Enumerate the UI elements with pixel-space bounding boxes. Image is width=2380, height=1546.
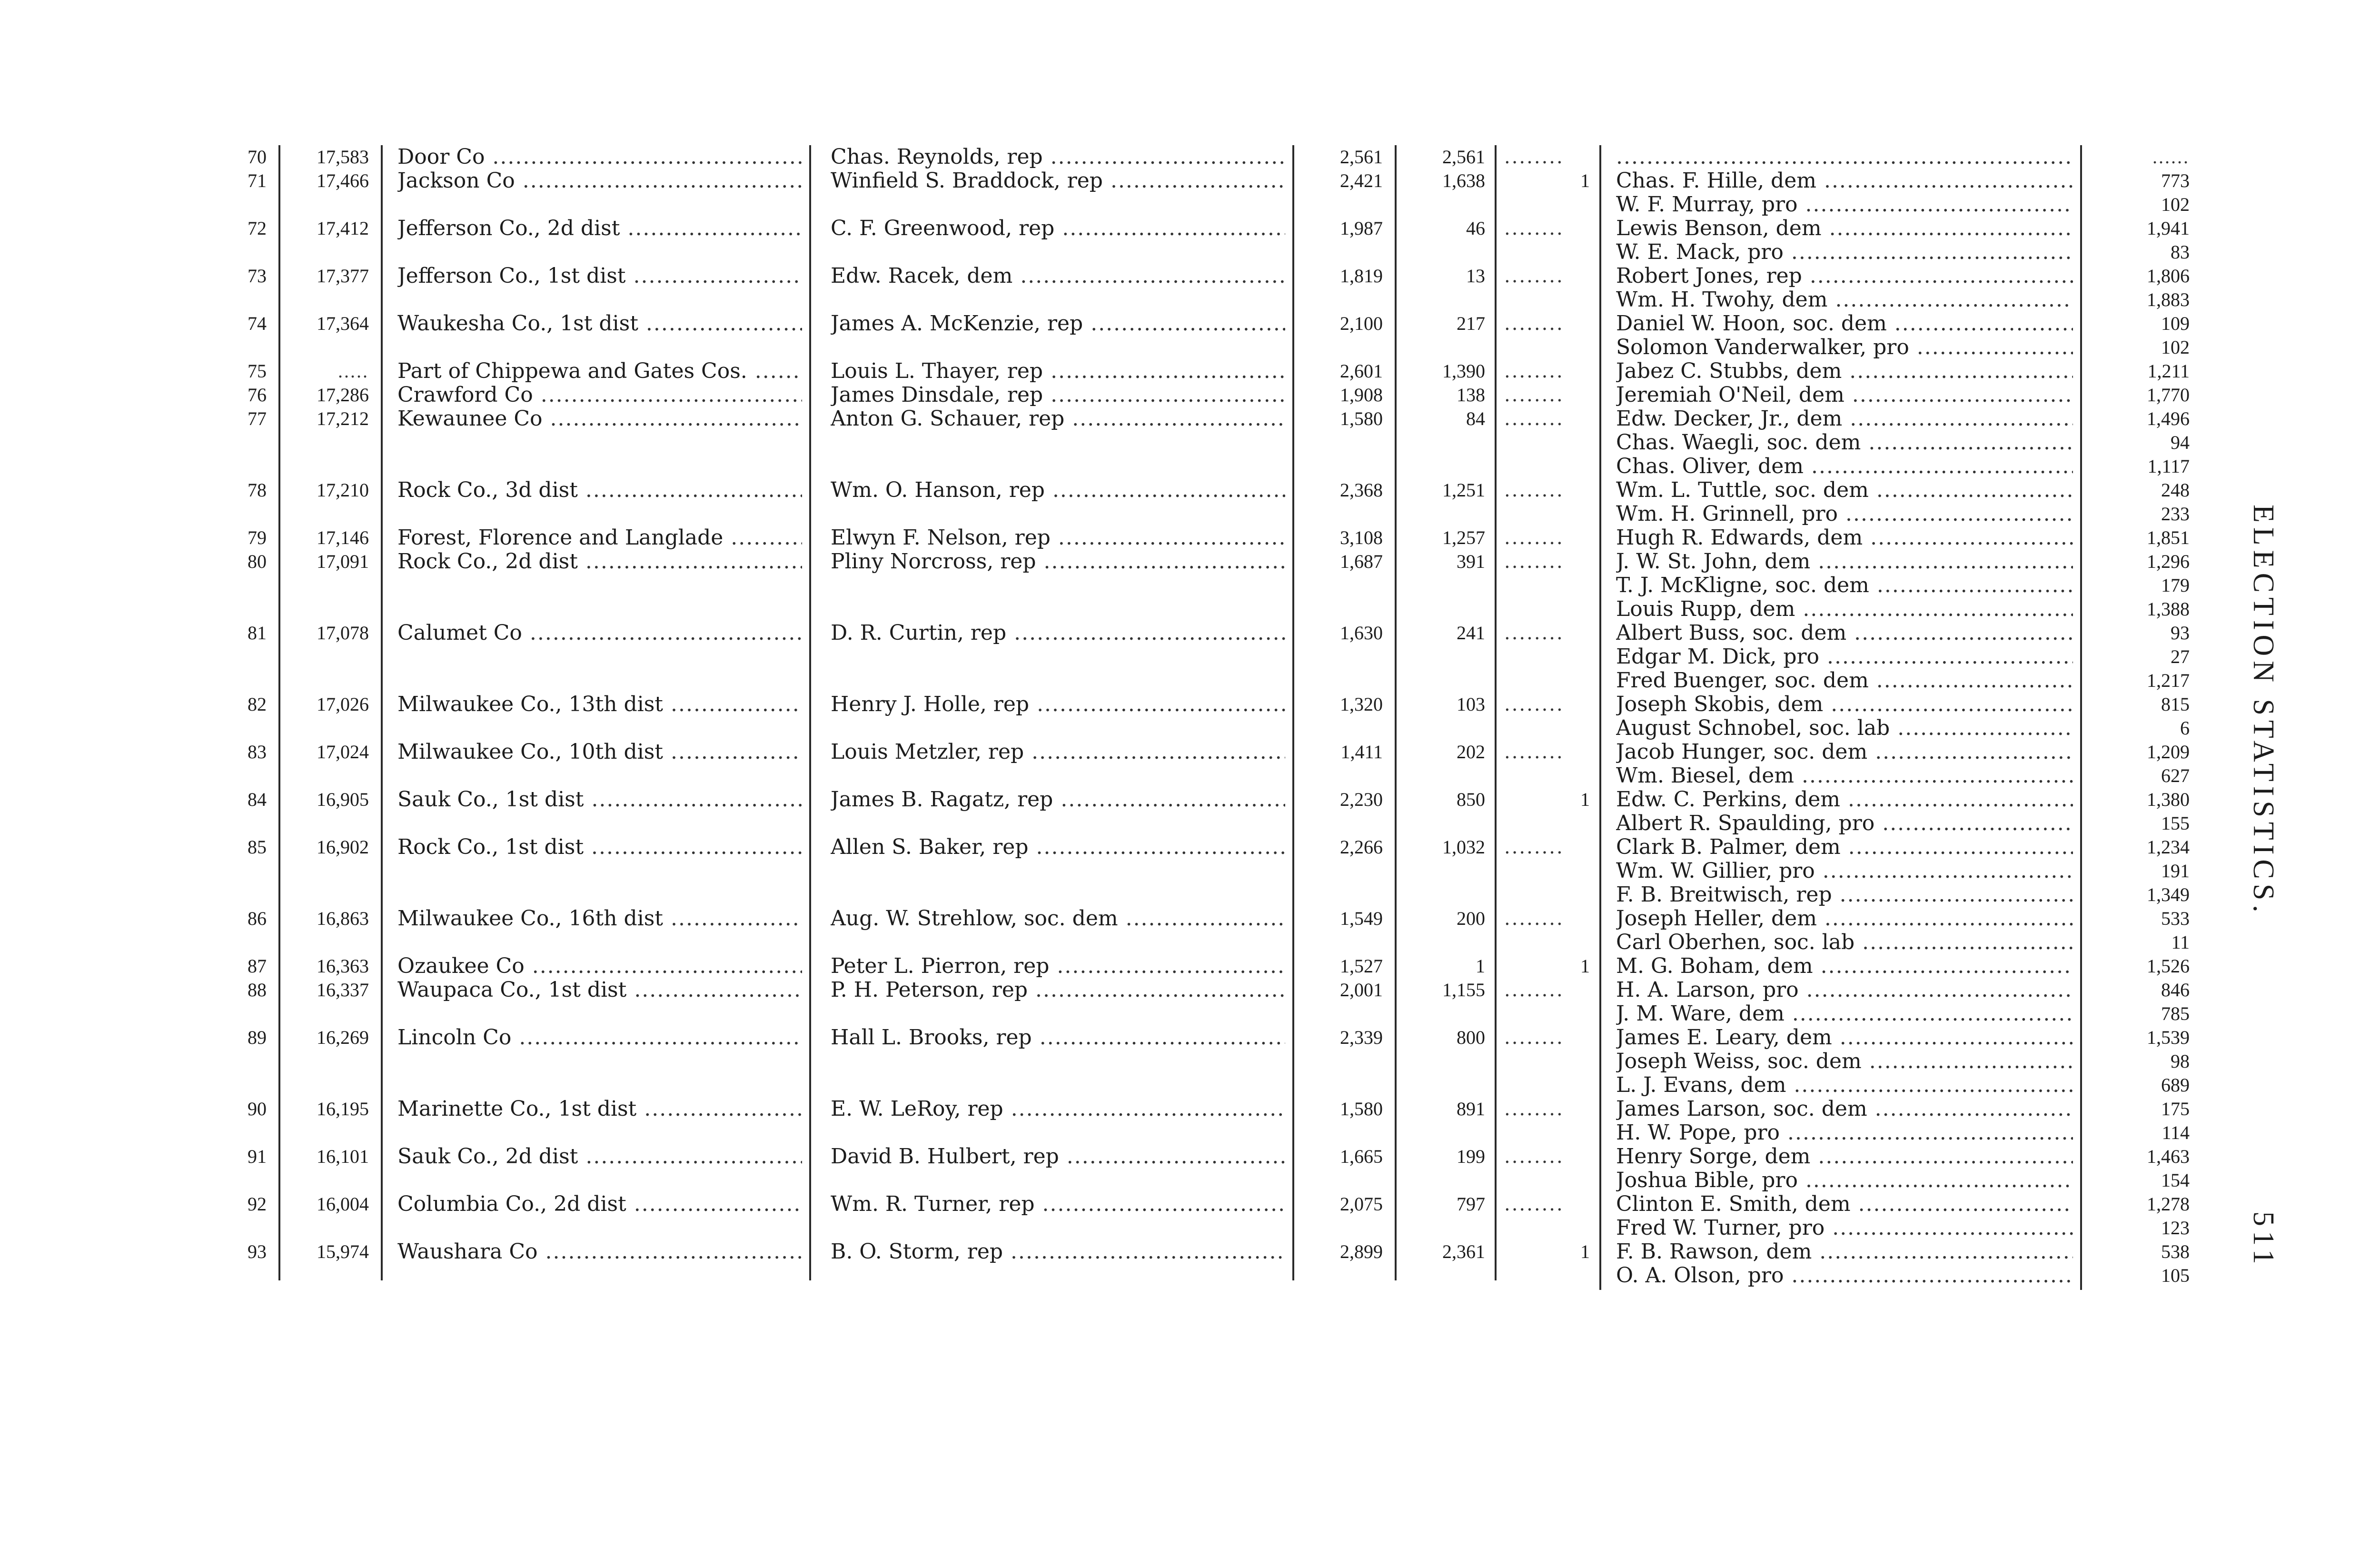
opponent-name: O. A. Olson, pro ..... bbox=[1616, 1264, 2073, 1288]
column-rule bbox=[1292, 145, 1294, 1280]
column-rule bbox=[2080, 145, 2082, 1290]
total-vote: 1,320 bbox=[1340, 694, 1383, 715]
row-number: 71 bbox=[248, 170, 267, 191]
opponent-name: Henry Sorge, dem ..... bbox=[1616, 1145, 2073, 1169]
elected-member: Louis L. Thayer, rep ..... bbox=[831, 359, 1285, 383]
opponent-votes: 538 bbox=[2161, 1241, 2190, 1262]
scattering-empty: ........ bbox=[1504, 265, 1564, 287]
opponent-name: J. W. St. John, dem ..... bbox=[1616, 550, 2073, 574]
opponent-votes: 1,851 bbox=[2147, 527, 2190, 548]
total-vote: 1,908 bbox=[1340, 384, 1383, 406]
opponent-votes: 815 bbox=[2161, 694, 2190, 715]
elected-member: Pliny Norcross, rep ..... bbox=[831, 550, 1285, 574]
elected-member: B. O. Storm, rep ..... bbox=[831, 1240, 1285, 1264]
running-title: ELECTION STATISTICS. bbox=[2247, 505, 2280, 917]
opponent-name: Wm. L. Tuttle, soc. dem ..... bbox=[1616, 478, 2073, 502]
total-vote: 1,411 bbox=[1340, 741, 1383, 763]
opponent-name: James Larson, soc. dem ..... bbox=[1616, 1097, 2073, 1121]
total-vote: 2,601 bbox=[1340, 360, 1383, 382]
total-vote: 2,266 bbox=[1340, 836, 1383, 858]
opponent-votes: 179 bbox=[2161, 575, 2190, 596]
opponent-votes: 1,380 bbox=[2147, 789, 2190, 810]
population: 16,269 bbox=[317, 1027, 369, 1048]
opponent-name: Chas. Waegli, soc. dem ..... bbox=[1616, 431, 2073, 455]
scattering-empty: ........ bbox=[1504, 979, 1564, 1001]
plurality: 103 bbox=[1457, 694, 1485, 715]
opponent-votes: 11 bbox=[2171, 932, 2190, 953]
total-vote: 1,580 bbox=[1340, 408, 1383, 429]
district: Forest, Florence and Langlade ..... bbox=[397, 526, 802, 550]
plurality: 391 bbox=[1457, 551, 1485, 572]
elected-member: Louis Metzler, rep ..... bbox=[831, 740, 1285, 764]
opponent-votes: 1,296 bbox=[2147, 551, 2190, 572]
opponent-votes: 1,806 bbox=[2147, 265, 2190, 287]
opponent-votes: 1,211 bbox=[2147, 360, 2190, 382]
district: Rock Co., 3d dist ..... bbox=[397, 478, 802, 502]
opponent-votes: 846 bbox=[2161, 979, 2190, 1001]
plurality: 1,257 bbox=[1442, 527, 1485, 548]
scattering-empty: ........ bbox=[1504, 1098, 1564, 1120]
elected-member: James B. Ragatz, rep ..... bbox=[831, 788, 1285, 812]
opponent-votes: 1,883 bbox=[2147, 289, 2190, 310]
total-vote: 1,987 bbox=[1340, 218, 1383, 239]
column-rule bbox=[1395, 145, 1397, 1280]
opponent-name: Daniel W. Hoon, soc. dem ..... bbox=[1616, 312, 2073, 336]
opponent-name: Clark B. Palmer, dem ..... bbox=[1616, 835, 2073, 859]
row-number: 81 bbox=[248, 622, 267, 644]
plurality: 241 bbox=[1457, 622, 1485, 644]
opponent-votes: 689 bbox=[2161, 1074, 2190, 1096]
population: 17,026 bbox=[317, 694, 369, 715]
column-rule bbox=[1495, 145, 1497, 1280]
population: 17,078 bbox=[317, 622, 369, 644]
opponent-name: Joshua Bible, pro ..... bbox=[1616, 1169, 2073, 1192]
row-number: 93 bbox=[248, 1241, 267, 1262]
elected-member: Chas. Reynolds, rep ..... bbox=[831, 145, 1285, 169]
plurality: 797 bbox=[1457, 1193, 1485, 1215]
total-vote: 2,339 bbox=[1340, 1027, 1383, 1048]
opponent-votes: 105 bbox=[2161, 1265, 2190, 1286]
opponent-name: F. B. Breitwisch, rep ..... bbox=[1616, 883, 2073, 907]
total-vote: 1,687 bbox=[1340, 551, 1383, 572]
opponent-name: Hugh R. Edwards, dem ..... bbox=[1616, 526, 2073, 550]
row-number: 79 bbox=[248, 527, 267, 548]
population: 17,210 bbox=[317, 479, 369, 501]
opponent-votes: 154 bbox=[2161, 1169, 2190, 1191]
row-number: 75 bbox=[248, 360, 267, 382]
opponent-votes: 1,770 bbox=[2147, 384, 2190, 406]
plurality: 850 bbox=[1457, 789, 1485, 810]
row-number: 89 bbox=[248, 1027, 267, 1048]
plurality: 202 bbox=[1457, 741, 1485, 763]
plurality: 1 bbox=[1476, 955, 1485, 977]
population: 16,195 bbox=[317, 1098, 369, 1120]
scattering: 1 bbox=[1580, 1241, 1590, 1262]
row-number: 90 bbox=[248, 1098, 267, 1120]
opponent-name: W. E. Mack, pro ..... bbox=[1616, 240, 2073, 264]
plurality: 2,361 bbox=[1442, 1241, 1485, 1262]
opponent-votes: 1,234 bbox=[2147, 836, 2190, 858]
opponent-votes: 533 bbox=[2161, 908, 2190, 929]
opponent-votes: 102 bbox=[2161, 194, 2190, 215]
plurality: 84 bbox=[1466, 408, 1485, 429]
column-rule bbox=[809, 145, 811, 1280]
scattering-empty: ........ bbox=[1504, 360, 1564, 382]
scattering-empty: ........ bbox=[1504, 1146, 1564, 1168]
district: Waukesha Co., 1st dist ..... bbox=[397, 312, 802, 336]
population: 16,863 bbox=[317, 908, 369, 929]
opponent-name: Wm. H. Grinnell, pro ..... bbox=[1616, 502, 2073, 526]
elected-member: Aug. W. Strehlow, soc. dem ..... bbox=[831, 907, 1285, 931]
population: 15,974 bbox=[317, 1241, 369, 1262]
row-number: 80 bbox=[248, 551, 267, 572]
elected-member: Peter L. Pierron, rep ..... bbox=[831, 954, 1285, 978]
row-number: 70 bbox=[248, 146, 267, 168]
opponent-votes: 773 bbox=[2161, 170, 2190, 191]
opponent-votes: 191 bbox=[2161, 860, 2190, 882]
district: Waushara Co ..... bbox=[397, 1240, 802, 1264]
plurality: 46 bbox=[1466, 218, 1485, 239]
population: 17,286 bbox=[317, 384, 369, 406]
opponent-votes: 83 bbox=[2171, 241, 2190, 263]
district: Rock Co., 2d dist ..... bbox=[397, 550, 802, 574]
opponent-name: Fred Buenger, soc. dem ..... bbox=[1616, 669, 2073, 693]
scattering-empty: ........ bbox=[1504, 622, 1564, 644]
population: 17,583 bbox=[317, 146, 369, 168]
plurality: 1,251 bbox=[1442, 479, 1485, 501]
district: Sauk Co., 2d dist ..... bbox=[397, 1145, 802, 1169]
opponent-name: Wm. W. Gillier, pro ..... bbox=[1616, 859, 2073, 883]
opponent-votes: 1,278 bbox=[2147, 1193, 2190, 1215]
scattering-empty: ........ bbox=[1504, 313, 1564, 335]
opponent-votes: 1,539 bbox=[2147, 1027, 2190, 1048]
district: Marinette Co., 1st dist ..... bbox=[397, 1097, 802, 1121]
row-number: 73 bbox=[248, 265, 267, 287]
elected-member: E. W. LeRoy, rep ..... bbox=[831, 1097, 1285, 1121]
opponent-name: Louis Rupp, dem ..... bbox=[1616, 597, 2073, 621]
page-number: 511 bbox=[2247, 1211, 2280, 1269]
elected-member: D. R. Curtin, rep ..... bbox=[831, 621, 1285, 645]
scattering: 1 bbox=[1580, 955, 1590, 977]
opponent-name: Lewis Benson, dem ..... bbox=[1616, 217, 2073, 240]
elected-member: Edw. Racek, dem ..... bbox=[831, 264, 1285, 288]
row-number: 85 bbox=[248, 836, 267, 858]
opponent-name: Edw. C. Perkins, dem ..... bbox=[1616, 788, 2073, 812]
population: 17,377 bbox=[317, 265, 369, 287]
population: 16,905 bbox=[317, 789, 369, 810]
opponent-name: Chas. Oliver, dem ..... bbox=[1616, 455, 2073, 478]
elected-member: Allen S. Baker, rep ..... bbox=[831, 835, 1285, 859]
district: Sauk Co., 1st dist ..... bbox=[397, 788, 802, 812]
population: 17,412 bbox=[317, 218, 369, 239]
district: Waupaca Co., 1st dist ..... bbox=[397, 978, 802, 1002]
opponent-name: Fred W. Turner, pro ..... bbox=[1616, 1216, 2073, 1240]
opponent-votes: 1,388 bbox=[2147, 598, 2190, 620]
elected-member: Winfield S. Braddock, rep ..... bbox=[831, 169, 1285, 193]
plurality: 138 bbox=[1457, 384, 1485, 406]
opponent-name: Joseph Skobis, dem ..... bbox=[1616, 693, 2073, 716]
opponent-name: J. M. Ware, dem ..... bbox=[1616, 1002, 2073, 1026]
plurality: 800 bbox=[1457, 1027, 1485, 1048]
scattering-empty: ........ bbox=[1504, 1027, 1564, 1049]
total-vote: 2,368 bbox=[1340, 479, 1383, 501]
district: Milwaukee Co., 16th dist ..... bbox=[397, 907, 802, 931]
opponent-name: H. A. Larson, pro ..... bbox=[1616, 978, 2073, 1002]
opponent-name: Jacob Hunger, soc. dem ..... bbox=[1616, 740, 2073, 764]
opponent-votes: 1,349 bbox=[2147, 884, 2190, 905]
row-number: 74 bbox=[248, 313, 267, 334]
opponent-name: H. W. Pope, pro ..... bbox=[1616, 1121, 2073, 1145]
scattering-empty: ........ bbox=[1504, 551, 1564, 573]
population: 17,364 bbox=[317, 313, 369, 334]
district: Rock Co., 1st dist ..... bbox=[397, 835, 802, 859]
total-vote: 1,527 bbox=[1340, 955, 1383, 977]
opponent-votes: 155 bbox=[2161, 813, 2190, 834]
total-vote: 2,421 bbox=[1340, 170, 1383, 191]
row-number: 84 bbox=[248, 789, 267, 810]
plurality: 891 bbox=[1457, 1098, 1485, 1120]
scattering: 1 bbox=[1580, 789, 1590, 810]
scattering-empty: ........ bbox=[1504, 694, 1564, 715]
district: Columbia Co., 2d dist ..... bbox=[397, 1192, 802, 1216]
opponent-votes: 627 bbox=[2161, 765, 2190, 786]
district: Milwaukee Co., 13th dist ..... bbox=[397, 693, 802, 716]
scattering-empty: ........ bbox=[1504, 836, 1564, 858]
population-empty: ..... bbox=[338, 360, 369, 382]
population: 16,902 bbox=[317, 836, 369, 858]
opponent-name: August Schnobel, soc. lab ..... bbox=[1616, 716, 2073, 740]
opponent-name: Albert R. Spaulding, pro ..... bbox=[1616, 812, 2073, 835]
plurality: 1,032 bbox=[1442, 836, 1485, 858]
district: Jefferson Co., 1st dist ..... bbox=[397, 264, 802, 288]
elected-member: James A. McKenzie, rep ..... bbox=[831, 312, 1285, 336]
row-number: 87 bbox=[248, 955, 267, 977]
elected-member: Wm. R. Turner, rep ..... bbox=[831, 1192, 1285, 1216]
total-vote: 2,075 bbox=[1340, 1193, 1383, 1215]
population: 17,466 bbox=[317, 170, 369, 191]
population: 17,146 bbox=[317, 527, 369, 548]
district: Crawford Co ..... bbox=[397, 383, 802, 407]
elected-member: P. H. Peterson, rep ..... bbox=[831, 978, 1285, 1002]
population: 16,101 bbox=[317, 1146, 369, 1167]
scattering-empty: ........ bbox=[1504, 146, 1564, 168]
opponent-name: Jeremiah O'Neil, dem ..... bbox=[1616, 383, 2073, 407]
scattering-empty: ........ bbox=[1504, 527, 1564, 549]
district: Lincoln Co ..... bbox=[397, 1026, 802, 1050]
district: Jefferson Co., 2d dist ..... bbox=[397, 217, 802, 240]
population: 17,212 bbox=[317, 408, 369, 429]
opponent-votes: 93 bbox=[2171, 622, 2190, 644]
opponent-votes: 1,217 bbox=[2147, 670, 2190, 691]
row-number: 76 bbox=[248, 384, 267, 406]
opponent-votes: 109 bbox=[2161, 313, 2190, 334]
scattering-empty: ........ bbox=[1504, 408, 1564, 430]
opponent-name: L. J. Evans, dem ..... bbox=[1616, 1073, 2073, 1097]
row-number: 91 bbox=[248, 1146, 267, 1167]
plurality: 199 bbox=[1457, 1146, 1485, 1167]
total-vote: 1,819 bbox=[1340, 265, 1383, 287]
opponent-name: James E. Leary, dem ..... bbox=[1616, 1026, 2073, 1050]
scattering-empty: ........ bbox=[1504, 1193, 1564, 1215]
plurality: 1,638 bbox=[1442, 170, 1485, 191]
elected-member: C. F. Greenwood, rep ..... bbox=[831, 217, 1285, 240]
total-vote: 2,230 bbox=[1340, 789, 1383, 810]
opponent-name: Robert Jones, rep ..... bbox=[1616, 264, 2073, 288]
district: Ozaukee Co ..... bbox=[397, 954, 802, 978]
district: Door Co ..... bbox=[397, 145, 802, 169]
row-number: 72 bbox=[248, 218, 267, 239]
opponent-votes: 27 bbox=[2171, 646, 2190, 667]
plurality: 200 bbox=[1457, 908, 1485, 929]
opponent-name: T. J. McKligne, soc. dem ..... bbox=[1616, 574, 2073, 597]
scattering-empty: ........ bbox=[1504, 384, 1564, 406]
elected-member: David B. Hulbert, rep ..... bbox=[831, 1145, 1285, 1169]
row-number: 86 bbox=[248, 908, 267, 929]
elected-member: Hall L. Brooks, rep ..... bbox=[831, 1026, 1285, 1050]
district: Milwaukee Co., 10th dist ..... bbox=[397, 740, 802, 764]
elected-member: Henry J. Holle, rep ..... bbox=[831, 693, 1285, 716]
opponent-name: M. G. Boham, dem ..... bbox=[1616, 954, 2073, 978]
opponent-votes: 785 bbox=[2161, 1003, 2190, 1024]
opponent-votes: 1,463 bbox=[2147, 1146, 2190, 1167]
population: 17,024 bbox=[317, 741, 369, 763]
opponent-votes: 233 bbox=[2161, 503, 2190, 525]
scattering-empty: ........ bbox=[1504, 908, 1564, 930]
opponent-votes: 6 bbox=[2180, 717, 2190, 739]
opponent-name: Wm. H. Twohy, dem ..... bbox=[1616, 288, 2073, 312]
plurality: 217 bbox=[1457, 313, 1485, 334]
opponent-name: Edgar M. Dick, pro ..... bbox=[1616, 645, 2073, 669]
district: Part of Chippewa and Gates Cos. ..... bbox=[397, 359, 802, 383]
opponent-votes: 98 bbox=[2171, 1050, 2190, 1072]
district: Kewaunee Co ..... bbox=[397, 407, 802, 431]
opponent-votes: 94 bbox=[2171, 432, 2190, 453]
scattering-empty: ........ bbox=[1504, 218, 1564, 239]
row-number: 88 bbox=[248, 979, 267, 1001]
district: Calumet Co ..... bbox=[397, 621, 802, 645]
opponent-votes: 123 bbox=[2161, 1217, 2190, 1239]
plurality: 1,390 bbox=[1442, 360, 1485, 382]
opponent-votes: 248 bbox=[2161, 479, 2190, 501]
opponent-name: Chas. F. Hille, dem ..... bbox=[1616, 169, 2073, 193]
total-vote: 2,100 bbox=[1340, 313, 1383, 334]
opponent-name: W. F. Murray, pro ..... bbox=[1616, 193, 2073, 217]
opponent-empty bbox=[1616, 145, 2073, 169]
row-number: 83 bbox=[248, 741, 267, 763]
plurality: 1,155 bbox=[1442, 979, 1485, 1001]
scattering-empty: ........ bbox=[1504, 479, 1564, 501]
plurality: 2,561 bbox=[1442, 146, 1485, 168]
total-vote: 1,665 bbox=[1340, 1146, 1383, 1167]
opponent-name: Jabez C. Stubbs, dem ..... bbox=[1616, 359, 2073, 383]
plurality: 13 bbox=[1466, 265, 1485, 287]
opponent-votes: 114 bbox=[2162, 1122, 2190, 1143]
total-vote: 2,561 bbox=[1340, 146, 1383, 168]
column-rule bbox=[1599, 145, 1601, 1290]
column-rule bbox=[278, 145, 280, 1280]
population: 17,091 bbox=[317, 551, 369, 572]
opponent-votes-empty: ...... bbox=[2152, 146, 2190, 168]
opponent-name: Albert Buss, soc. dem ..... bbox=[1616, 621, 2073, 645]
total-vote: 1,549 bbox=[1340, 908, 1383, 929]
opponent-name: Edw. Decker, Jr., dem ..... bbox=[1616, 407, 2073, 431]
row-number: 78 bbox=[248, 479, 267, 501]
column-rule bbox=[381, 145, 383, 1280]
opponent-name: F. B. Rawson, dem ..... bbox=[1616, 1240, 2073, 1264]
row-number: 92 bbox=[248, 1193, 267, 1215]
opponent-votes: 1,209 bbox=[2147, 741, 2190, 763]
total-vote: 3,108 bbox=[1340, 527, 1383, 548]
opponent-name: Carl Oberhen, soc. lab ..... bbox=[1616, 931, 2073, 954]
elected-member: Anton G. Schauer, rep ..... bbox=[831, 407, 1285, 431]
total-vote: 1,630 bbox=[1340, 622, 1383, 644]
opponent-name: Wm. Biesel, dem ..... bbox=[1616, 764, 2073, 788]
opponent-votes: 1,496 bbox=[2147, 408, 2190, 429]
scattering-empty: ........ bbox=[1504, 741, 1564, 763]
population: 16,004 bbox=[317, 1193, 369, 1215]
elected-member: Elwyn F. Nelson, rep ..... bbox=[831, 526, 1285, 550]
population: 16,337 bbox=[317, 979, 369, 1001]
opponent-name: Joseph Heller, dem ..... bbox=[1616, 907, 2073, 931]
elected-member: James Dinsdale, rep ..... bbox=[831, 383, 1285, 407]
opponent-votes: 1,117 bbox=[2147, 456, 2190, 477]
opponent-name: Clinton E. Smith, dem ..... bbox=[1616, 1192, 2073, 1216]
opponent-votes: 1,941 bbox=[2147, 218, 2190, 239]
opponent-votes: 175 bbox=[2161, 1098, 2190, 1120]
row-number: 77 bbox=[248, 408, 267, 429]
total-vote: 1,580 bbox=[1340, 1098, 1383, 1120]
opponent-name: Joseph Weiss, soc. dem ..... bbox=[1616, 1050, 2073, 1073]
total-vote: 2,001 bbox=[1340, 979, 1383, 1001]
opponent-name: Solomon Vanderwalker, pro ..... bbox=[1616, 336, 2073, 359]
opponent-votes: 1,526 bbox=[2147, 955, 2190, 977]
scattering: 1 bbox=[1580, 170, 1590, 191]
total-vote: 2,899 bbox=[1340, 1241, 1383, 1262]
elected-member: Wm. O. Hanson, rep ..... bbox=[831, 478, 1285, 502]
opponent-votes: 102 bbox=[2161, 337, 2190, 358]
row-number: 82 bbox=[248, 694, 267, 715]
district: Jackson Co ..... bbox=[397, 169, 802, 193]
population: 16,363 bbox=[317, 955, 369, 977]
